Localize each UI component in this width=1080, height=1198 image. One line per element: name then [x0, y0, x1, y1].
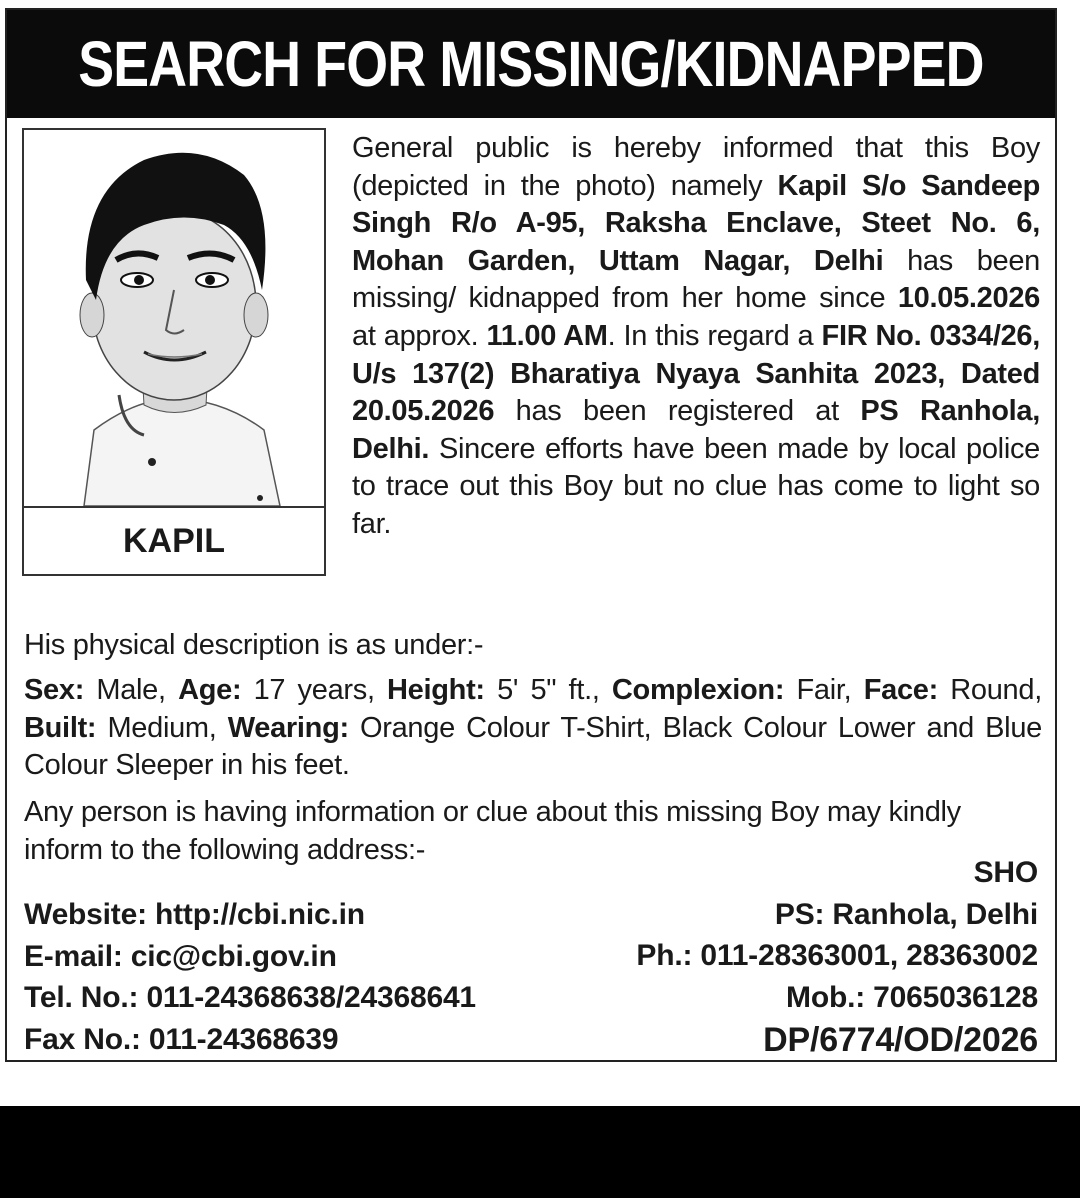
intro-name-address: Kapil S/o Sandeep Singh R/o A-95, Raksha Enclave, Steet No. 6, Mohan Garden, Uttam Nagar, Delhi: [352, 169, 1040, 277]
intro-missing-time: 11.00 AM: [486, 319, 608, 352]
photo-frame: [22, 128, 326, 576]
built-label: Built:: [24, 711, 97, 744]
notice-banner: [7, 10, 1055, 118]
portrait-sketch: [24, 130, 324, 506]
website-line: Website: http://cbi.nic.in: [24, 898, 365, 931]
age-label: Age:: [178, 674, 242, 706]
notice-title: SEARCH FOR MISSING/KIDNAPPED: [78, 28, 984, 100]
intro-police-station: PS Ranhola, Delhi.: [352, 395, 1040, 465]
contact-info-left: [24, 894, 476, 1060]
face-value: Round,: [937, 674, 1042, 706]
face-label: Face:: [863, 674, 938, 706]
height-value: 5' 5" ft.,: [484, 674, 612, 706]
intro-missing-date: 10.05.2026: [897, 282, 1040, 315]
email-line: E-mail: cic@cbi.gov.in: [24, 939, 337, 973]
intro-text: at approx.: [352, 319, 487, 352]
phone-line: Ph.: 011-28363001, 28363002: [636, 939, 1038, 972]
photo-caption-name: KAPIL: [123, 521, 225, 560]
intro-fir-details: FIR No. 0334/26, U/s 137(2) Bharatiya Nyaya Sanhita 2023, Dated 20.05.2026: [352, 319, 1040, 428]
complexion-label: Complexion:: [611, 674, 785, 706]
reference-number: DP/6774/OD/2026: [763, 1021, 1038, 1059]
sex-value: Male,: [84, 674, 179, 706]
appeal-text: Any person is having information or clue about this missing Boy may kindly inform to the following address:-: [24, 796, 961, 866]
intro-text: General public is hereby informed that this Boy (depicted in the photo) namely: [352, 132, 1040, 202]
missing-person-notice: [5, 8, 1057, 1062]
wearing-label: Wearing:: [227, 711, 349, 744]
sho-line: SHO: [973, 856, 1038, 889]
physical-description: [24, 672, 1042, 785]
intro-text: has been missing/ kidnapped from her home since: [352, 244, 1041, 315]
description-heading: His physical description is as under:-: [24, 629, 484, 661]
height-label: Height:: [387, 674, 485, 706]
notice-intro-paragraph: [352, 130, 1040, 544]
intro-text: Sincere efforts have been made by local police to trace out this Boy but no clue has come to light so far.: [352, 432, 1040, 540]
intro-text: . In this regard a: [607, 319, 822, 352]
missing-boy-photo: [24, 130, 324, 508]
wearing-value: Orange Colour T-Shirt, Black Colour Lower and Blue Colour Sleeper in his feet.: [24, 711, 1042, 782]
complexion-value: Fair,: [784, 674, 864, 706]
sex-label: Sex:: [24, 674, 85, 706]
intro-text: has been registered at: [494, 395, 861, 428]
age-value: 17 years,: [241, 674, 388, 706]
built-value: Medium,: [96, 711, 228, 744]
bottom-black-bar: [0, 1106, 1080, 1198]
fax-line: Fax No.: 011-24368639: [24, 1022, 339, 1056]
contact-info-right: [636, 852, 1038, 1062]
mobile-line: Mob.: 7065036128: [786, 980, 1038, 1014]
telephone-line: Tel. No.: 011-24368638/24368641: [24, 981, 476, 1014]
police-station-line: PS: Ranhola, Delhi: [774, 897, 1038, 931]
